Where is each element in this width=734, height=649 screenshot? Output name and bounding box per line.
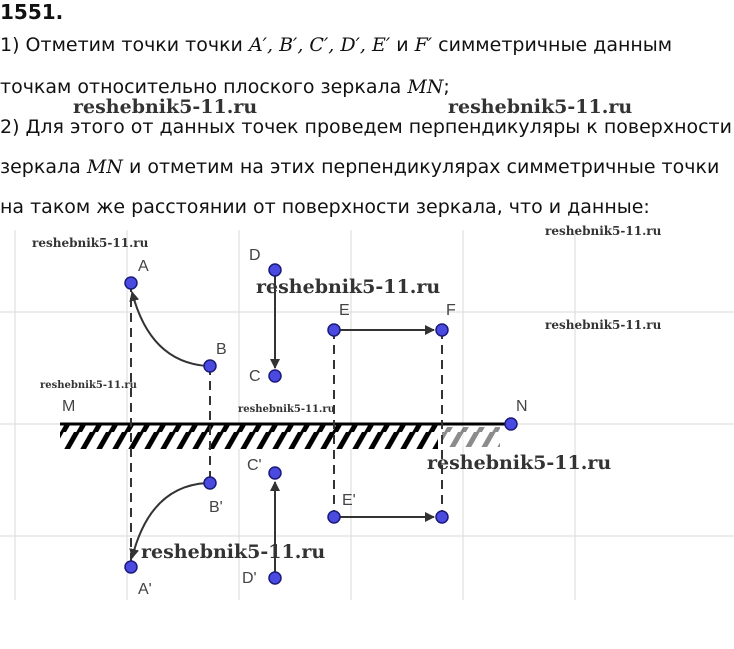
- primed-points: A′, B′, C′, D′, E′: [248, 34, 391, 56]
- point-c-prime: [269, 467, 281, 479]
- label-d: D: [249, 247, 261, 264]
- watermark-3: reshebnik5-11.ru: [32, 236, 149, 250]
- last-point: F′: [414, 34, 433, 56]
- arc-b-to-a: [132, 292, 207, 366]
- watermark-7: reshebnik5-11.ru: [40, 380, 137, 391]
- and-word: и: [396, 34, 409, 56]
- label-c: C: [249, 368, 261, 385]
- text-line-3: 2) Для этого от данных точек проведем перпендикуляры к поверхности: [0, 116, 732, 138]
- watermark-2: reshebnik5-11.ru: [448, 96, 633, 118]
- point-f: [436, 324, 448, 336]
- mirror-name: MN: [407, 76, 444, 98]
- point-b-prime: [204, 477, 216, 489]
- watermark-8: reshebnik5-11.ru: [238, 404, 335, 415]
- watermark-1: reshebnik5-11.ru: [73, 96, 258, 118]
- point-d-prime: [269, 572, 281, 584]
- watermark-4: reshebnik5-11.ru: [545, 224, 662, 238]
- point-a-prime: [125, 561, 137, 573]
- problem-number: 1551.: [0, 0, 64, 24]
- line2-prefix: точкам относительно плоского зеркала: [0, 76, 402, 98]
- watermark-6: reshebnik5-11.ru: [545, 318, 662, 332]
- label-b: B: [216, 341, 227, 358]
- line4-suffix: и отметим на этих перпендикулярах симметричные точки: [128, 156, 720, 178]
- label-c-prime: C': [247, 457, 262, 474]
- point-b: [204, 360, 216, 372]
- point-f-prime: [436, 511, 448, 523]
- point-e: [328, 324, 340, 336]
- mirror-name-2: MN: [86, 156, 123, 178]
- label-e-prime: E': [342, 492, 356, 509]
- watermark-10: reshebnik5-11.ru: [141, 541, 326, 563]
- mirror-surface: [60, 425, 438, 449]
- label-b-prime: B': [209, 499, 223, 516]
- line2-suffix: ;: [443, 76, 450, 98]
- label-n: N: [516, 398, 528, 415]
- point-n: [505, 418, 517, 430]
- label-d-prime: D': [242, 570, 257, 587]
- mirror-surface-tail: [442, 427, 500, 447]
- watermark-9: reshebnik5-11.ru: [427, 452, 612, 474]
- label-a: A: [138, 258, 149, 275]
- watermark-5: reshebnik5-11.ru: [256, 276, 441, 298]
- point-e-prime: [328, 511, 340, 523]
- point-d: [269, 264, 281, 276]
- text-line-5: на таком же расстоянии от поверхности зеркала, что и данные:: [0, 196, 650, 218]
- line1-suffix: симметричные данным: [438, 34, 673, 56]
- label-f: F: [446, 302, 456, 319]
- point-a: [125, 277, 137, 289]
- label-e: E: [339, 302, 350, 319]
- line1-prefix: 1) Отметим точки точки: [0, 34, 243, 56]
- point-c: [269, 370, 281, 382]
- label-m: M: [62, 398, 76, 415]
- label-a-prime: A': [138, 581, 152, 598]
- line4-prefix: зеркала: [0, 156, 81, 178]
